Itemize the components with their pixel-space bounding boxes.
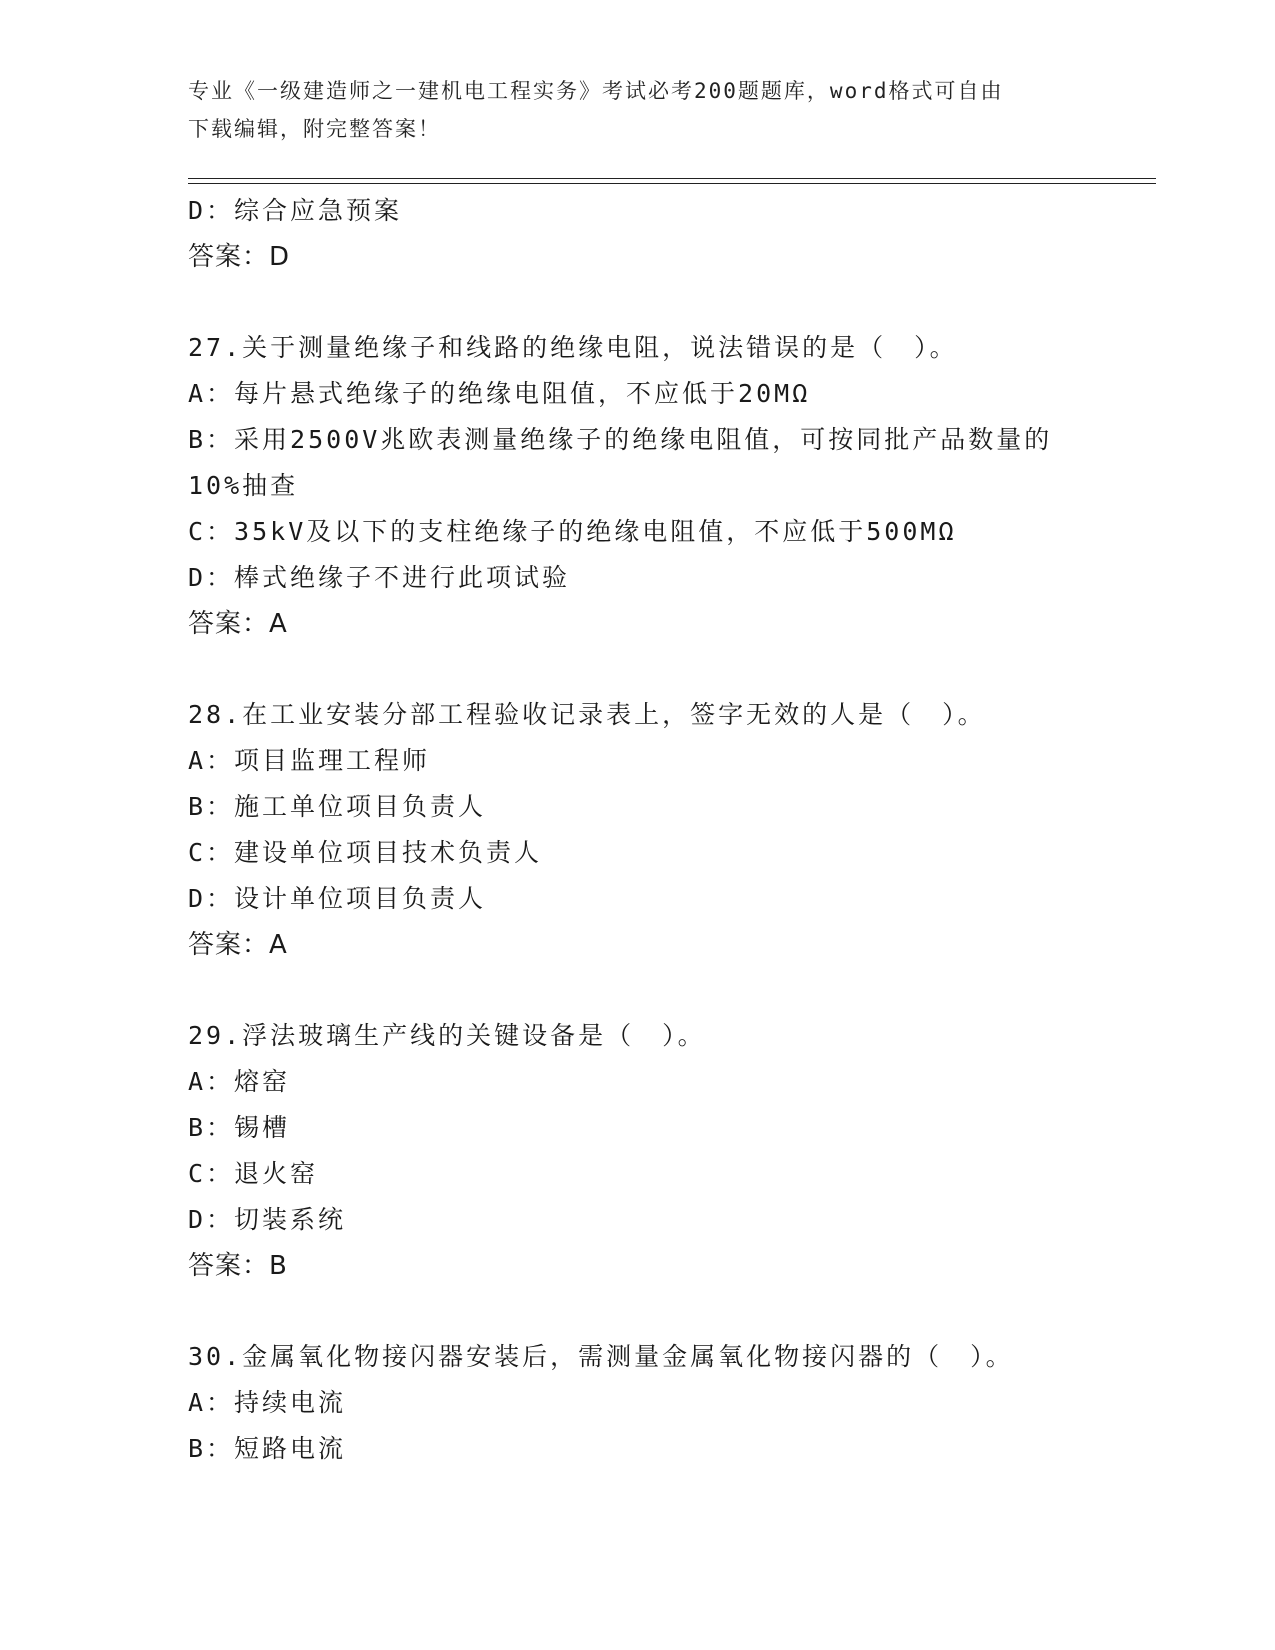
option-b: B：采用2500V兆欧表测量绝缘子的绝缘电阻值，可按同批产品数量的 — [188, 425, 1053, 454]
question-26-tail — [188, 188, 1088, 280]
header-line-1: 专业《一级建造师之一建机电工程实务》考试必考200题题库，word格式可自由 — [188, 79, 1004, 103]
option-d: D：综合应急预案 — [188, 196, 403, 225]
option-b: B：施工单位项目负责人 — [188, 792, 487, 821]
question-stem: 30.金属氧化物接闪器安装后，需测量金属氧化物接闪器的（ ）。 — [188, 1342, 1014, 1371]
question-stem: 27.关于测量绝缘子和线路的绝缘电阻，说法错误的是（ ）。 — [188, 333, 958, 362]
answer: 答案：A — [188, 930, 288, 960]
option-d: D：设计单位项目负责人 — [188, 884, 487, 913]
option-b: B：短路电流 — [188, 1434, 347, 1463]
option-c: C：建设单位项目技术负责人 — [188, 838, 543, 867]
question-30 — [188, 1334, 1088, 1472]
option-a: A：熔窑 — [188, 1067, 291, 1096]
option-d: D：棒式绝缘子不进行此项试验 — [188, 563, 571, 592]
question-stem: 29.浮法玻璃生产线的关键设备是（ ）。 — [188, 1021, 706, 1050]
option-d: D：切装系统 — [188, 1205, 347, 1234]
question-stem: 28.在工业安装分部工程验收记录表上，签字无效的人是（ ）。 — [188, 700, 986, 729]
answer: 答案：D — [188, 242, 291, 272]
header-divider-top — [188, 178, 1156, 179]
answer: 答案：A — [188, 609, 288, 639]
header-line-2: 下载编辑，附完整答案！ — [188, 117, 441, 141]
option-a: A：项目监理工程师 — [188, 746, 431, 775]
question-28 — [188, 692, 1088, 968]
header-divider-bottom — [188, 183, 1156, 184]
question-content — [188, 188, 1088, 1472]
question-27 — [188, 325, 1088, 647]
answer: 答案：B — [188, 1251, 288, 1281]
question-29 — [188, 1013, 1088, 1289]
option-b-continued: 10%抽查 — [188, 471, 299, 500]
option-b: B：锡槽 — [188, 1113, 291, 1142]
option-a: A：每片悬式绝缘子的绝缘电阻值，不应低于20MΩ — [188, 379, 811, 408]
option-c: C：35kV及以下的支柱绝缘子的绝缘电阻值，不应低于500MΩ — [188, 517, 957, 546]
option-c: C：退火窑 — [188, 1159, 319, 1188]
page-header — [188, 72, 1088, 148]
option-a: A：持续电流 — [188, 1388, 347, 1417]
